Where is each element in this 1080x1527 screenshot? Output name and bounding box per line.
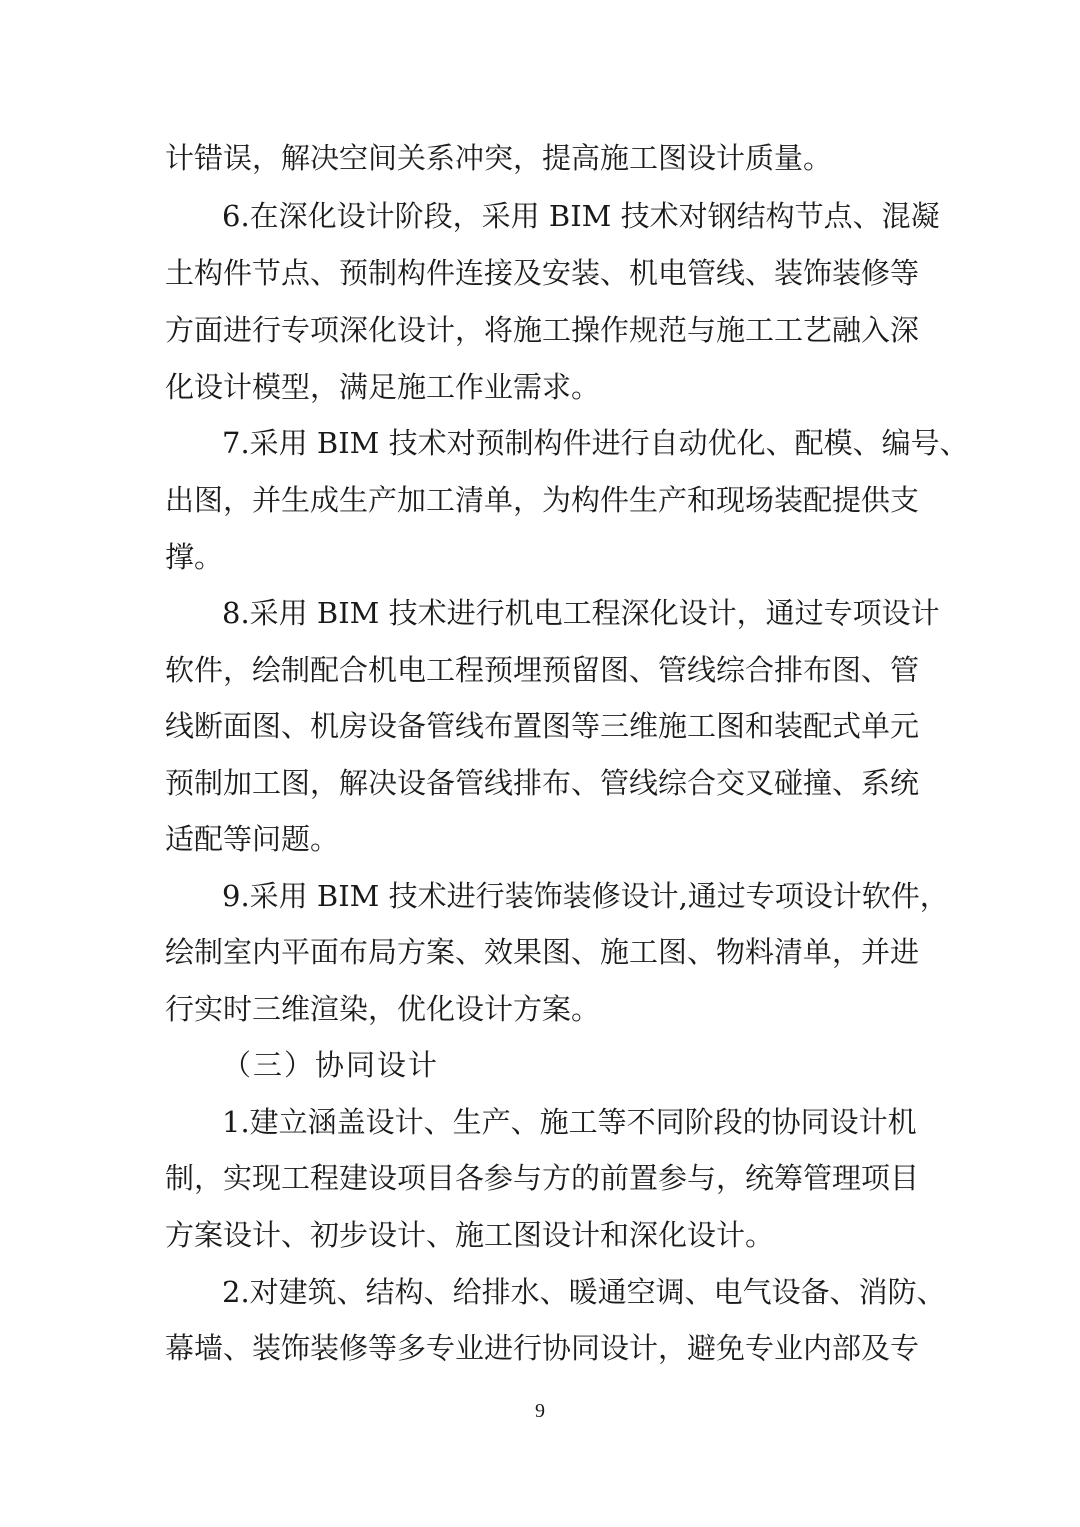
text-line: 9.采用 BIM 技术进行装饰装修设计,通过专项设计软件， xyxy=(222,879,949,913)
text-line: 软件，绘制配合机电工程预埋预留图、管线综合排布图、管 xyxy=(165,653,920,687)
text-line: 6.在深化设计阶段，采用 BIM 技术对钢结构节点、混凝 xyxy=(222,199,940,233)
text-line: 预制加工图，解决设备管线排布、管线综合交叉碰撞、系统 xyxy=(165,766,920,800)
text-line: 绘制室内平面布局方案、效果图、施工图、物料清单，并进 xyxy=(165,935,920,969)
text-line: 方案设计、初步设计、施工图设计和深化设计。 xyxy=(165,1218,775,1252)
text-line: 行实时三维渲染，优化设计方案。 xyxy=(165,992,601,1026)
text-line: 1.建立涵盖设计、生产、施工等不同阶段的协同设计机 xyxy=(222,1105,917,1139)
text-line: 8.采用 BIM 技术进行机电工程深化设计，通过专项设计 xyxy=(222,596,940,630)
text-line: 方面进行专项深化设计，将施工操作规范与施工工艺融入深 xyxy=(165,313,920,347)
text-line: 适配等问题。 xyxy=(165,822,340,856)
text-line: 2.对建筑、结构、给排水、暖通空调、电气设备、消防、 xyxy=(222,1275,946,1309)
text-line: 幕墙、装饰装修等多专业进行协同设计，避免专业内部及专 xyxy=(165,1331,920,1365)
text-line: 7.采用 BIM 技术对预制构件进行自动优化、配模、编号、 xyxy=(222,426,969,460)
text-line: 线断面图、机房设备管线布置图等三维施工图和装配式单元 xyxy=(165,709,920,743)
text-line: 化设计模型，满足施工作业需求。 xyxy=(165,370,601,404)
text-line: 土构件节点、预制构件连接及安装、机电管线、装饰装修等 xyxy=(165,256,920,290)
page-number: 9 xyxy=(535,1400,545,1422)
text-line: 出图，并生成生产加工清单，为构件生产和现场装配提供支 xyxy=(165,483,920,517)
text-line: 撑。 xyxy=(165,540,224,574)
text-line: 制，实现工程建设项目各参与方的前置参与，统筹管理项目 xyxy=(165,1161,920,1195)
text-line: 计错误，解决空间关系冲突，提高施工图设计质量。 xyxy=(165,141,833,175)
section-heading: （三）协同设计 xyxy=(222,1048,440,1082)
